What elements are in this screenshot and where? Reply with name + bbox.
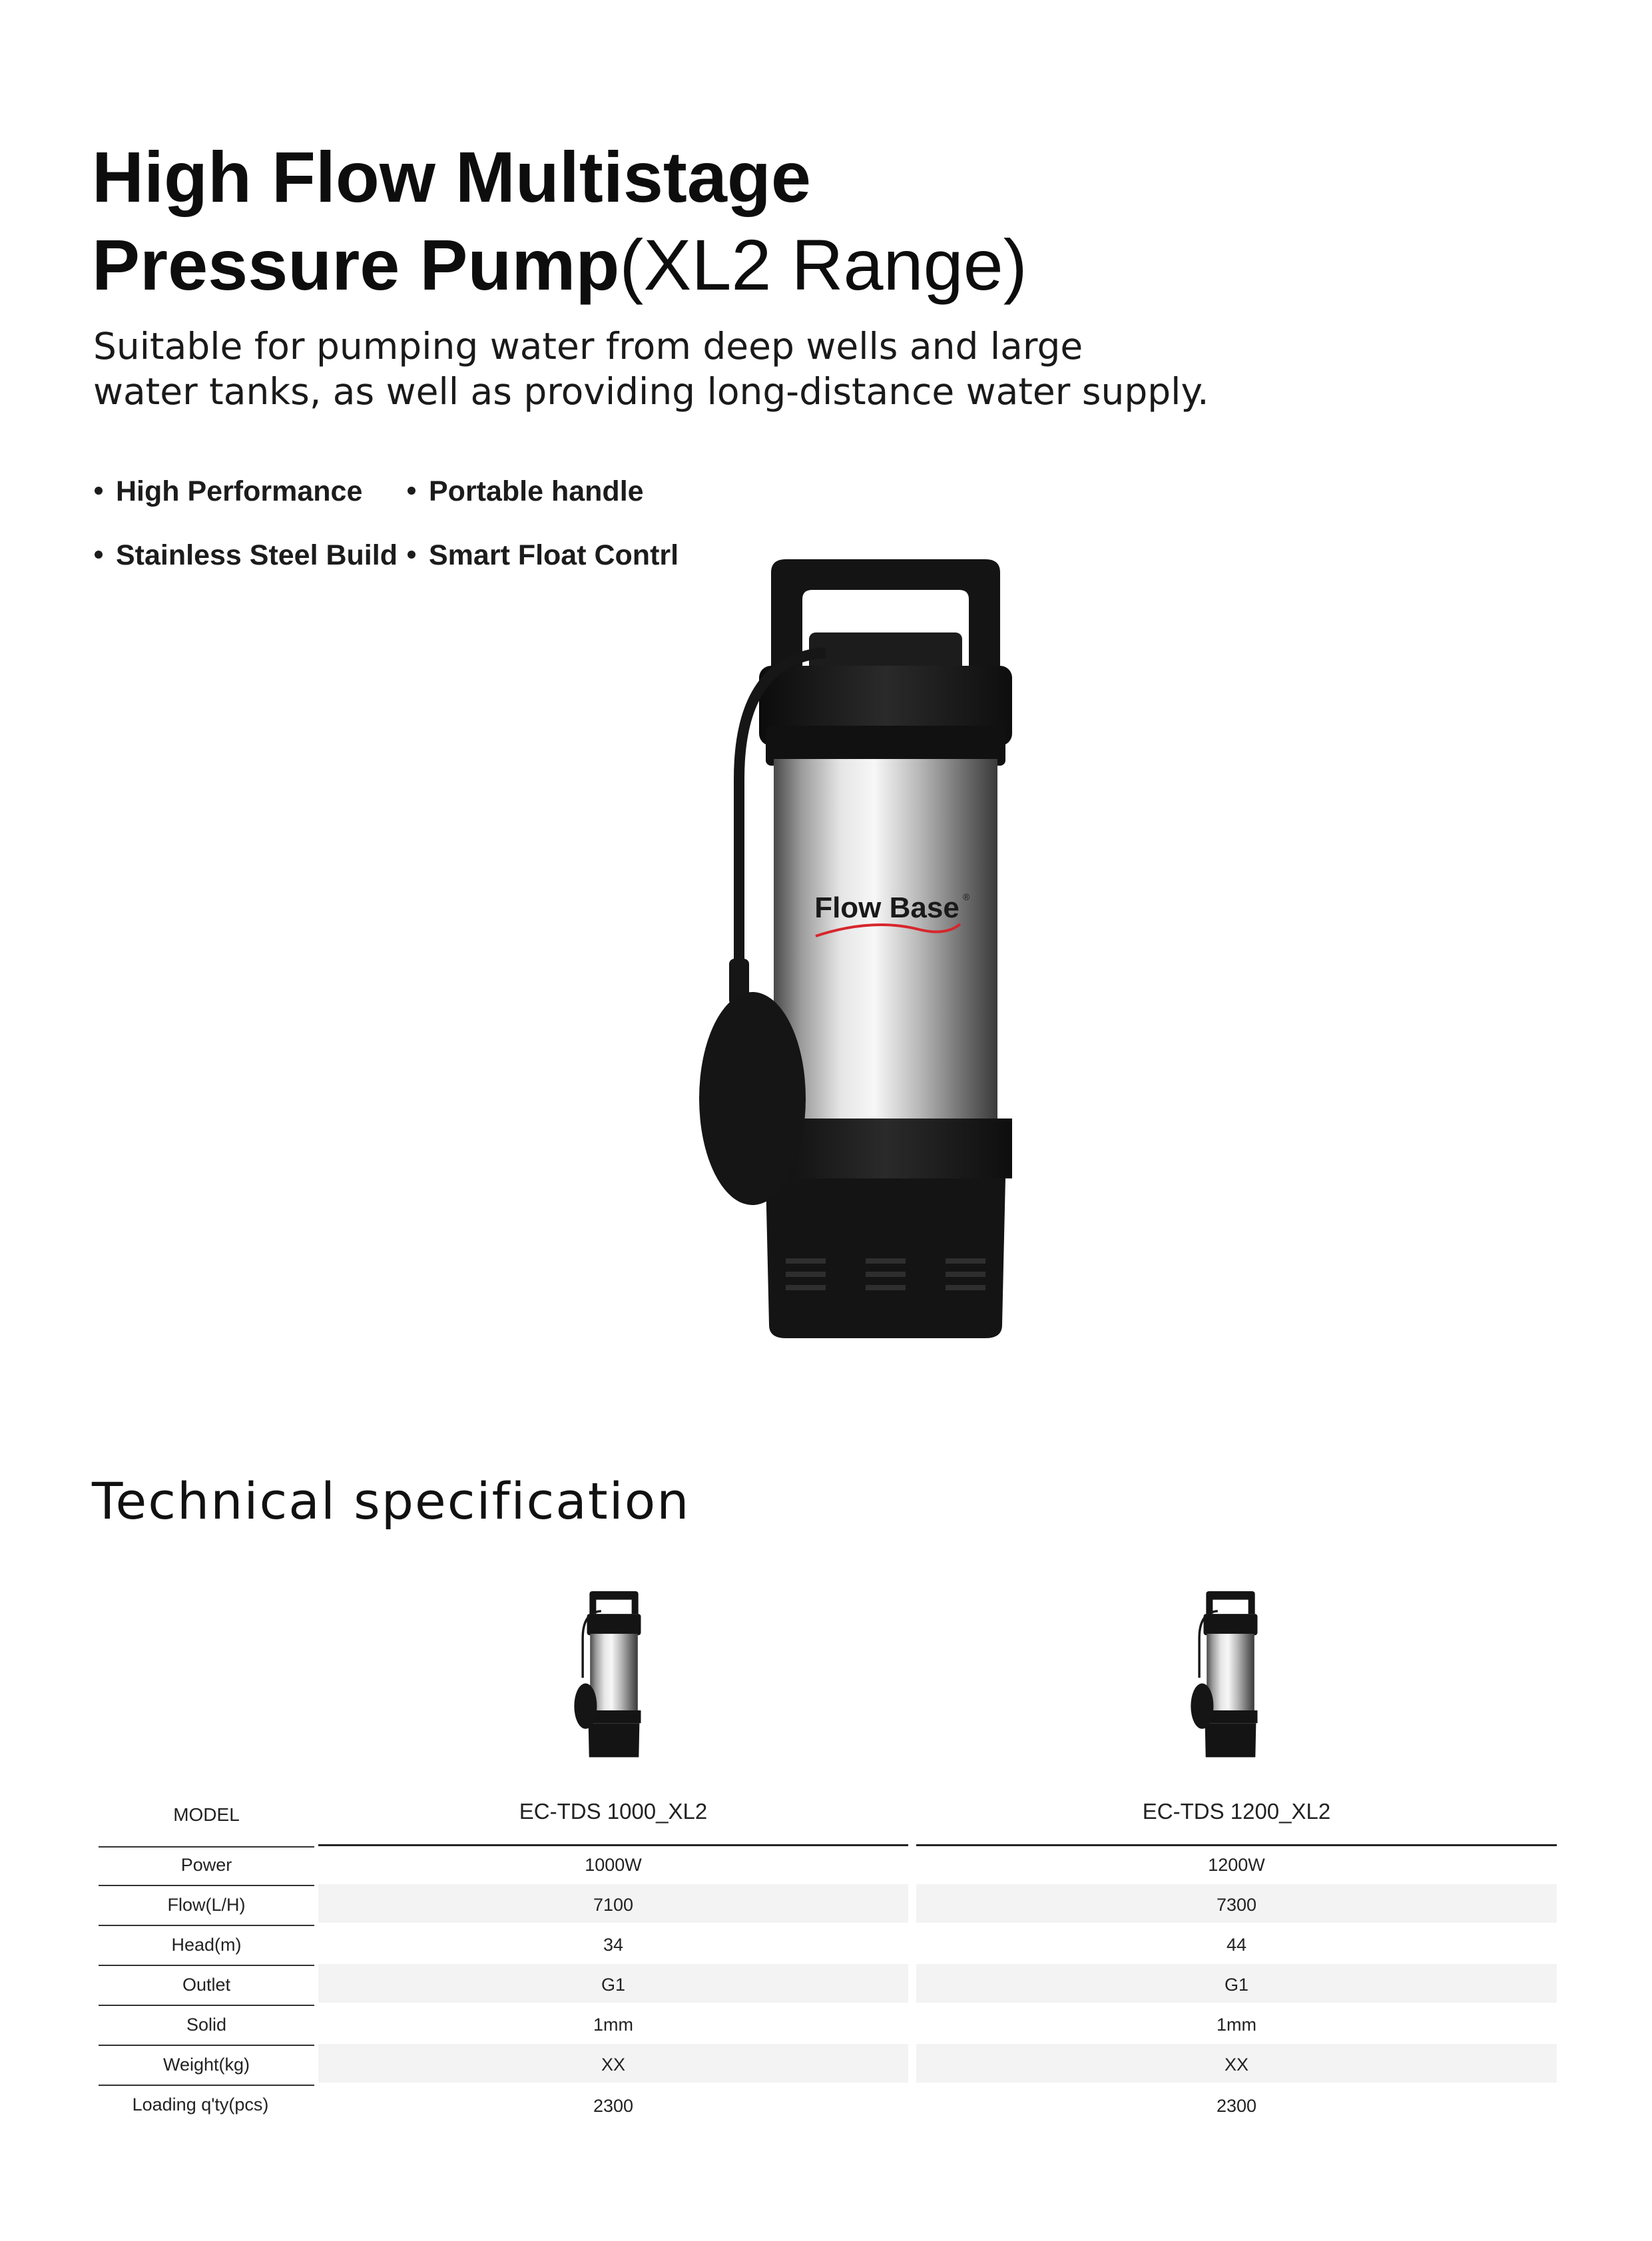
spec-value: 2300 <box>593 2096 634 2116</box>
spec-value: 44 <box>1226 1935 1247 1955</box>
row-divider <box>99 1885 314 1886</box>
spec-value: 1mm <box>593 2015 633 2035</box>
spec-value: 7100 <box>593 1895 634 1915</box>
spec-value: 7300 <box>1216 1895 1257 1915</box>
description-line-2: water tanks, as well as providing long-distance water supply. <box>93 370 1209 413</box>
spec-value: 34 <box>603 1935 624 1955</box>
submersible-pump-image <box>567 1591 661 1764</box>
spec-value: 1200W <box>1208 1855 1265 1875</box>
title-line-1: High Flow Multistage <box>92 136 811 217</box>
product-description <box>93 324 1358 414</box>
feature-portable-handle: Portable handle <box>408 475 644 508</box>
spec-label-weight: Weight(kg) <box>162 2055 250 2075</box>
title-line-2-range: (XL2 Range) <box>619 224 1027 305</box>
brand-logo: Flow Base <box>814 891 960 924</box>
spec-value: XX <box>1224 2055 1249 2075</box>
spec-value: 1mm <box>1217 2015 1256 2035</box>
spec-value: G1 <box>1224 1975 1249 1995</box>
bullet-icon <box>95 487 103 495</box>
bullet-icon <box>408 551 415 559</box>
spec-label-power: Power <box>180 1855 232 1875</box>
model-column-label: MODEL <box>173 1804 240 1825</box>
submersible-pump-image <box>1184 1591 1277 1764</box>
feature-stainless-steel: Stainless Steel Build <box>95 539 398 572</box>
bullet-icon <box>408 487 415 495</box>
spec-label-flow: Flow(L/H) <box>167 1895 246 1915</box>
model-name-2: EC-TDS 1200_XL2 <box>1142 1799 1331 1824</box>
model-name-1: EC-TDS 1000_XL2 <box>519 1799 708 1824</box>
feature-smart-float: Smart Float Contrl <box>408 539 679 572</box>
section-title: Technical specification <box>92 1471 690 1531</box>
spec-value: G1 <box>601 1975 626 1995</box>
spec-label-outlet: Outlet <box>182 1975 231 1995</box>
description-line-1: Suitable for pumping water from deep wells and large <box>93 325 1083 368</box>
row-divider <box>99 2045 314 2046</box>
spec-label-solid: Solid <box>186 2015 227 2035</box>
spec-label-loading-qty: Loading q'ty(pcs) <box>132 2095 269 2115</box>
submersible-pump-image <box>699 559 1072 1371</box>
spec-value: 1000W <box>585 1855 642 1875</box>
spec-value: XX <box>601 2055 626 2075</box>
header-divider <box>916 1844 1557 1846</box>
header-divider <box>318 1844 908 1846</box>
title-line-2-bold: Pressure Pump <box>92 224 620 305</box>
page-title <box>92 133 1027 309</box>
row-divider <box>99 1925 314 1926</box>
spec-value: 2300 <box>1216 2096 1257 2116</box>
bullet-icon <box>95 551 103 559</box>
spec-label-head: Head(m) <box>171 1935 242 1955</box>
row-divider <box>99 1965 314 1966</box>
row-divider <box>99 2085 314 2086</box>
registered-mark: ® <box>963 891 970 902</box>
row-divider <box>99 2005 314 2006</box>
feature-high-performance: High Performance <box>95 475 362 508</box>
row-divider <box>99 1846 314 1848</box>
